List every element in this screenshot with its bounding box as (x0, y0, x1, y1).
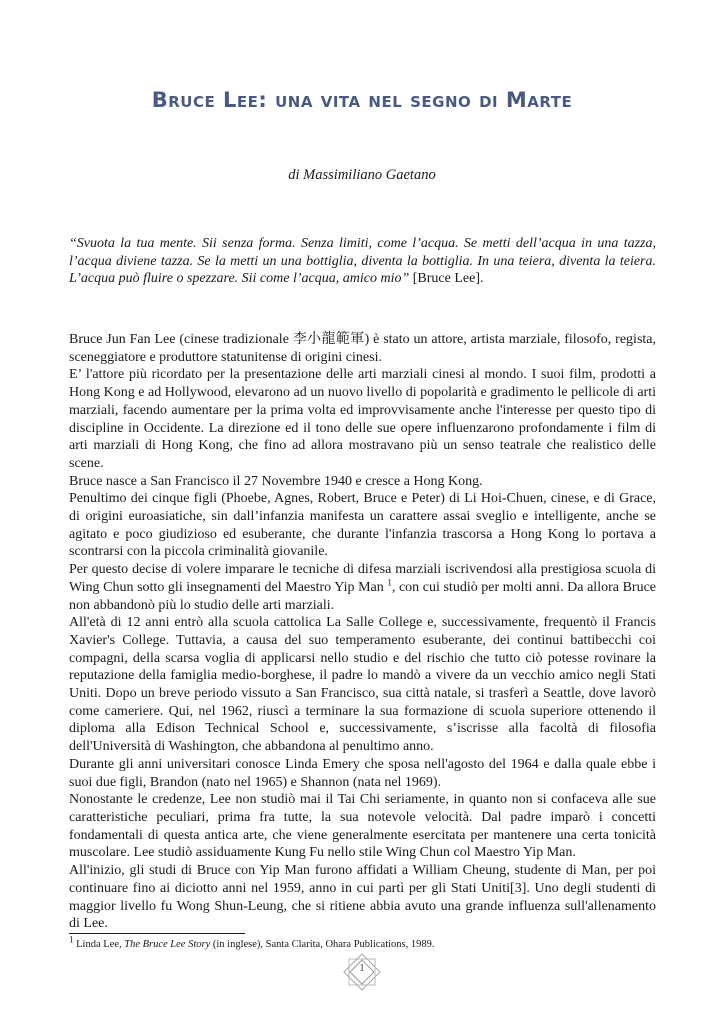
paragraph-wing-chun-text: Per questo decise di volere imparare le tecniche di difesa marziali iscrivendosi alla prestigiosa scuola di Wing Chun sotto gli insegnamenti del Maestro Yip Man (69, 562, 656, 595)
opening-quote (69, 235, 656, 288)
paragraph-yip-man: All'inizio, gli studi di Bruce con Yip Man furono affidati a William Cheung, studente di Man, per poi continuare fino ai diciotto anni nel 1959, anno in cui partì per gli Stati Uniti[3]. Uno degli studenti di maggior livello fu Wong Shun-Leung, che si ritiene abbia avuto una grande influenza sull'allenamento di Lee. (69, 863, 656, 932)
footnote-text-end: (in inglese), Santa Clarita, Ohara Publications, 1989. (210, 939, 435, 950)
article-body (69, 331, 656, 933)
author-byline: di Massimiliano Gaetano (288, 167, 436, 183)
page-number: 1 (359, 963, 365, 974)
document-title: Bruce Lee: una vita nel segno di Marte (151, 88, 573, 112)
footnote-book-title: The Bruce Lee Story (124, 939, 211, 950)
paragraph-wing-chun-text-end: , con cui studiò per molti anni. Da allora Bruce non abbandonò più lo studio delle arti marziali. (69, 579, 656, 613)
quote-attribution: [Bruce Lee]. (412, 271, 484, 286)
quote-text: “Svuota la tua mente. Sii senza forma. Senza limiti, come l’acqua. Se metti dell’acqua in una tazza, l’acqua diviene tazza. Se la metti un una bottiglia, diventa la bottiglia. In una teiera, diventa la teiera. L’acqua può fluire o spezzare. Sii come l’acqua, amico mio” (69, 236, 656, 286)
paragraph-intro: Bruce Jun Fan Lee (cinese tradizionale 李小龍範軍) è stato un attore, artista marziale, filosofo, regista, sceneggiatore e produttore statunitense di origini cinesi. (69, 332, 656, 365)
paragraph-education: All'età di 12 anni entrò alla scuola cattolica La Salle College e, successivamente, frequentò il Francis Xavier's College. Tuttavia, a causa del suo temperamento esuberante, dei continui battibecchi coi compagni, della scarsa voglia di applicarsi nello studio e del rischio che tutto ciò potesse rovinare la reputazione della famiglia medio-borghese, il padre lo mandò a vivere da un vecchio amico negli Stati Uniti. Dopo un breve periodo vissuto a San Francisco, sua città natale, si trasferì a Seattle, dove lavorò come cameriere. Qui, nel 1962, riuscì a terminare la sua formazione di scuola superiore ottenendo il diploma alla Edison Technical School e, successivamente, s’iscrisse alla facoltà di filosofia dell'Università di Washington, che abbandona al penultimo anno. (69, 615, 656, 755)
footnote-text: Linda Lee, (73, 939, 125, 950)
paragraph-family: Penultimo dei cinque figli (Phoebe, Agnes, Robert, Bruce e Peter) di Li Hoi-Chuen, cinese, e di Grace, di origini euroasiatiche, sin dall’infanzia manifesta un carattere assai sveglio e intelligente, anche se agitato e poco giudizioso ed esuberante, che durante l'infanzia trascorsa a Hong Kong lo portava a scontrarsi con la piccola criminalità giovanile. (69, 491, 656, 560)
paragraph-wing-chun (69, 561, 656, 614)
paragraph-career: E’ l'attore più ricordato per la presentazione delle arti marziali cinesi al mondo. I suoi film, prodotti a Hong Kong e ad Hollywood, elevarono ad un nuovo livello di popolarità e gradimento le pellicole di arti marziali, facendo aumentare per la prima volta ed improvvisamente anche l'interesse per questo tipo di discipline in Occidente. La direzione ed il tono delle sue opere influenzarono profondamente i film di arti marziali di Hong Kong, che fino ad allora mostravano più un senso teatrale che realistico delle scene. (69, 367, 656, 471)
paragraph-marriage: Durante gli anni universitari conosce Linda Emery che sposa nell'agosto del 1964 e dalla quale ebbe i suoi due figli, Brandon (nato nel 1965) e Shannon (nata nel 1969). (69, 756, 656, 790)
footnote-separator (69, 933, 245, 934)
footnote-reference[interactable]: 1 (387, 577, 392, 588)
paragraph-tai-chi: Nonostante le credenze, Lee non studiò mai il Tai Chi seriamente, in quanto non si confaceva alle sue caratteristiche peculiari, prima fra tutte, la sua notevole velocità. Dal padre imparò i concetti fondamentali di questa antica arte, che viene generalmente esercitata per mantenere una certa tonicità muscolare. Lee studiò assiduamente Kung Fu nello stile Wing Chun col Maestro Yip Man. (69, 792, 656, 861)
footnote (69, 934, 659, 952)
paragraph-birth: Bruce nasce a San Francisco il 27 Novembre 1940 e cresce a Hong Kong. (69, 473, 483, 489)
footnote-number: 1 (69, 934, 74, 945)
page-number-ornament (342, 952, 382, 992)
